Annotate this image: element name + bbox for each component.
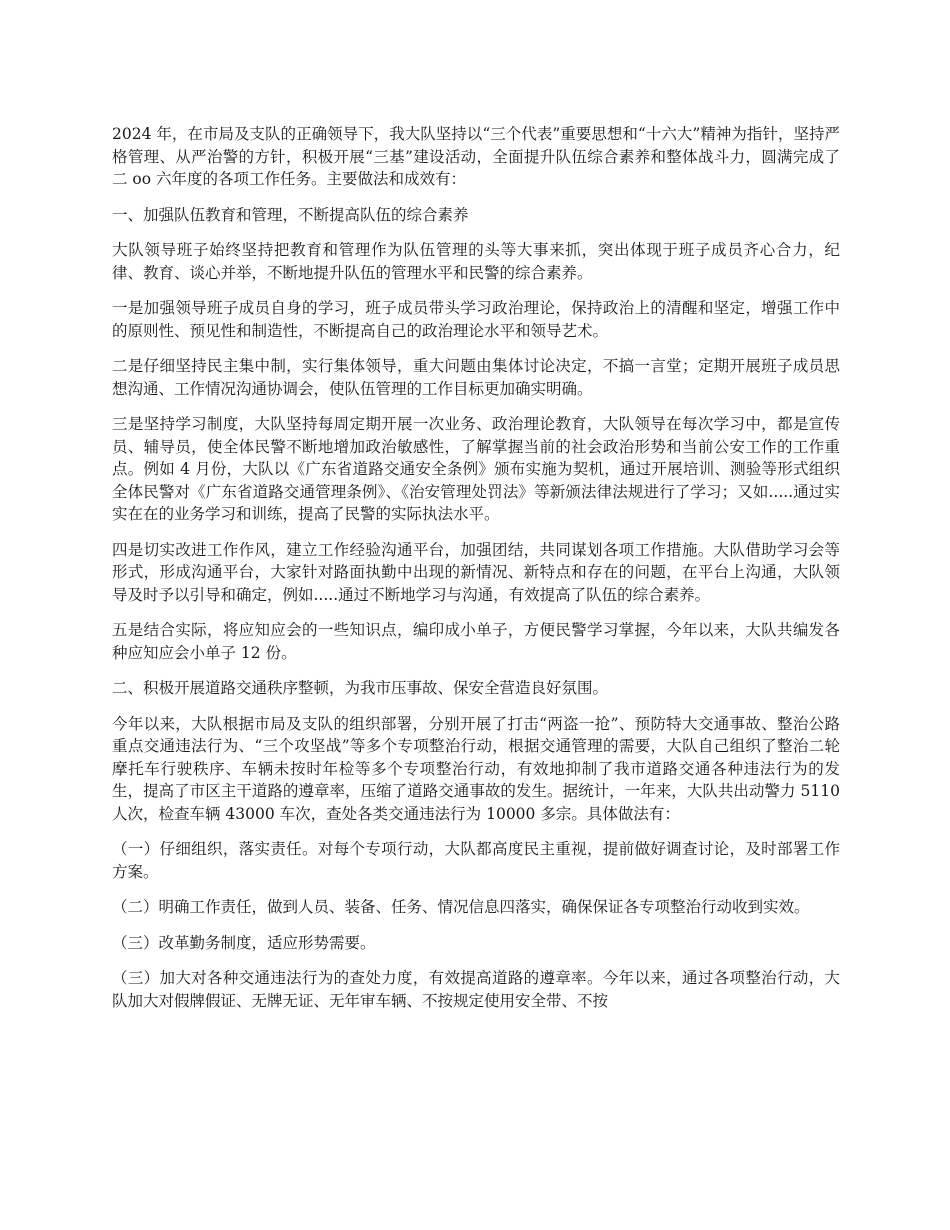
body-paragraph: （二）明确工作责任，做到人员、装备、任务、情况信息四落实，确保保证各专项整治行动收到实效。 bbox=[112, 898, 810, 916]
body-paragraph: （一）仔细组织，落实责任。对每个专项行动，大队都高度民主重视，提前做好调查讨论，及时部署工作方案。 bbox=[112, 840, 840, 881]
body-paragraph: （三）改革勤务制度，适应形势需要。 bbox=[112, 933, 376, 952]
section-heading-2: 二、积极开展道路交通秩序整顿，为我市压事故、保安全营造良好氛围。 bbox=[112, 679, 609, 697]
intro-paragraph: 2024 年，在市局及支队的正确领导下，我大队坚持以“三个代表”重要思想和“十六大”精神为指针，坚持严格管理、从严治警的方针，积极开展“三基”建设活动，全面提升队伍综合素养和整体战斗力，圆满完成了二 oo 六年度的各项工作任务。主要做法和成效有： bbox=[112, 125, 840, 188]
document-body bbox=[112, 123, 840, 1025]
body-paragraph: 一是加强领导班子成员自身的学习，班子成员带头学习政治理论，保持政治上的清醒和坚定，增强工作中的原则性、预见性和制造性，不断提高自己的政治理论水平和领导艺术。 bbox=[112, 299, 840, 340]
body-paragraph: 大队领导班子始终坚持把教育和管理作为队伍管理的头等大事来抓，突出体现于班子成员齐心合力，纪律、教育、谈心并举，不断地提升队伍的管理水平和民警的综合素养。 bbox=[112, 241, 840, 282]
body-paragraph: 三是坚持学习制度，大队坚持每周定期开展一次业务、政治理论教育，大队领导在每次学习中，都是宣传员、辅导员，使全体民警不断地增加政治敏感性，了解掌握当前的社会政治形势和当前公安工作的工作重点。例如 4 月份，大队以《广东省道路交通安全条例》颁布实施为契机，通过开展培训、测验等形式组织全体民警对《广东省道路交通管理条例》、《治安管理处罚法》等新颁法律法规进行了学习；又如.....通过实实在在的业务学习和训练，提高了民警的实际执法水平。 bbox=[112, 415, 840, 523]
body-paragraph: 今年以来，大队根据市局及支队的组织部署，分别开展了打击“两盗一抢”、预防特大交通事故、整治公路重点交通违法行为、“三个攻坚战”等多个专项整治行动，根据交通管理的需要，大队自己组织了整治二轮摩托车行驶秩序、车辆未按时年检等多个专项整治行动，有效地抑制了我市道路交通各种违法行为的发生，提高了市区主干道路的遵章率，压缩了道路交通事故的发生。据统计，一年来，大队共出动警力 5110 人次，检查车辆 43000 车次，查处各类交通违法行为 10000 多宗。具体做法有： bbox=[112, 714, 840, 823]
body-paragraph: 五是结合实际，将应知应会的一些知识点，编印成小单子，方便民警学习掌握，今年以来，大队共编发各种应知应会小单子 12 份。 bbox=[112, 621, 840, 662]
body-paragraph: 二是仔细坚持民主集中制，实行集体领导，重大问题由集体讨论决定，不搞一言堂；定期开展班子成员思想沟通、工作情况沟通协调会，使队伍管理的工作目标更加确实明确。 bbox=[112, 357, 840, 398]
body-paragraph: 四是切实改进工作作风，建立工作经验沟通平台，加强团结，共同谋划各项工作措施。大队借助学习会等形式，形成沟通平台，大家针对路面执勤中出现的新情况、新特点和存在的问题，在平台上沟通，大队领导及时予以引导和确定，例如.....通过不断地学习与沟通，有效提高了队伍的综合素养。 bbox=[112, 540, 840, 604]
section-heading-1: 一、加强队伍教育和管理，不断提高队伍的综合素养 bbox=[112, 205, 469, 224]
body-paragraph: （三）加大对各种交通违法行为的查处力度，有效提高道路的遵章率。今年以来，通过各项整治行动，大队加大对假牌假证、无牌无证、无年审车辆、不按规定使用安全带、不按 bbox=[112, 969, 840, 1010]
